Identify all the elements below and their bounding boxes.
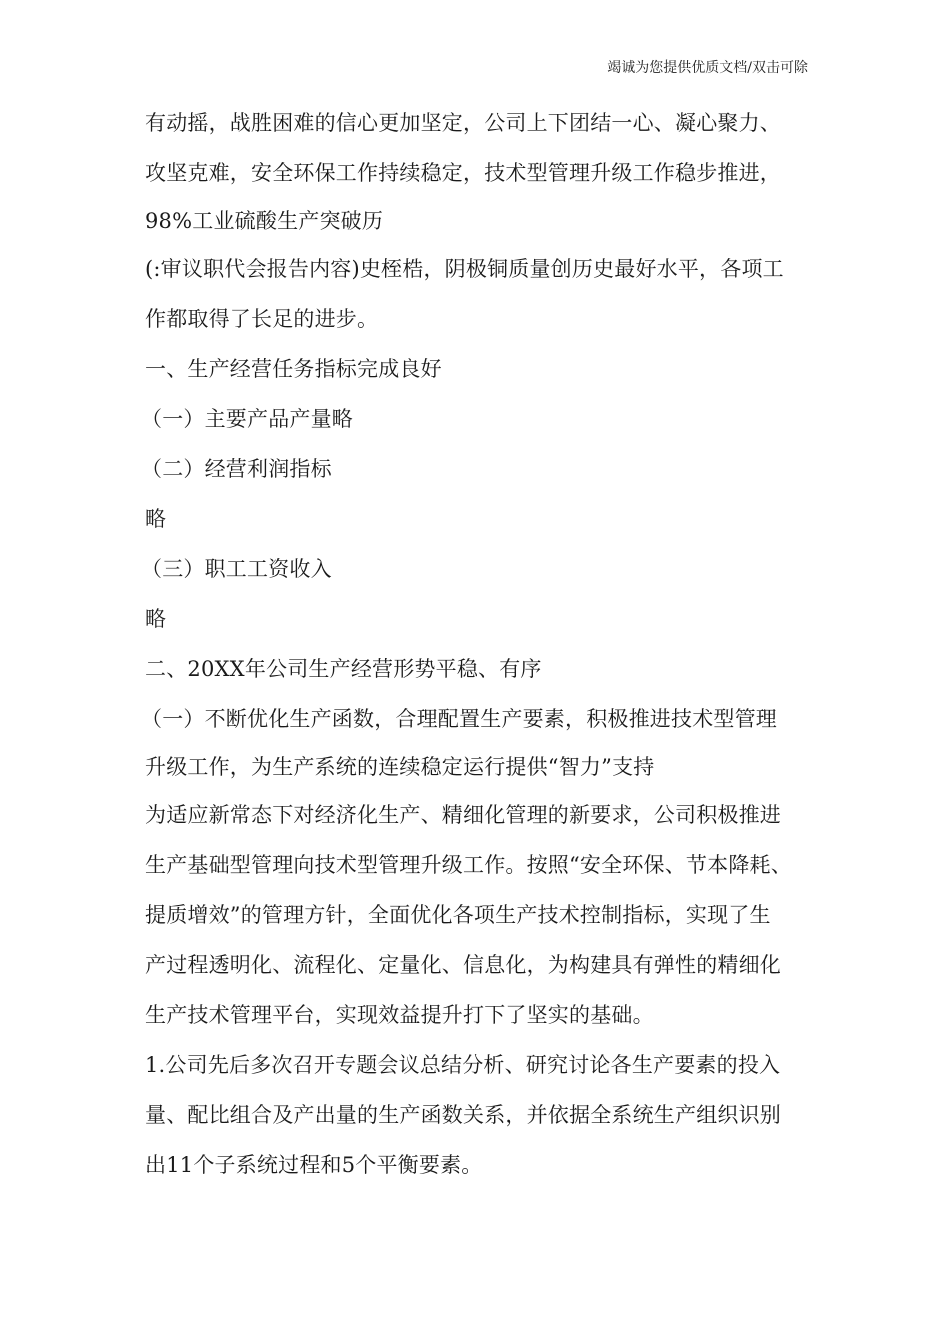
- text-line-3: 98%工业硫酸生产突破历: [145, 209, 384, 233]
- text-line-16: 生产基础型管理向技术型管理升级工作。按照“安全环保、节本降耗、: [145, 853, 792, 877]
- text-line-18: 产过程透明化、流程化、定量化、信息化，为构建具有弹性的精细化: [145, 953, 781, 977]
- text-line-22: 出11个子系统过程和5个平衡要素。: [145, 1153, 483, 1177]
- text-line-19: 生产技术管理平台，实现效益提升打下了坚实的基础。: [145, 1003, 654, 1027]
- text-line-4: (:审议职代会报告内容)史桎梏，阴极铜质量创历史最好水平，各项工: [145, 257, 784, 281]
- subsection-heading-2: （二）经营利润指标: [141, 457, 332, 481]
- text-line-14: 升级工作，为生产系统的连续稳定运行提供“智力”支持: [145, 755, 655, 779]
- document-body: [141, 98, 815, 1190]
- text-line-1: 有动摇，战胜困难的信心更加坚定，公司上下团结一心、凝心聚力、: [145, 111, 781, 135]
- header-note: 竭诚为您提供优质文档/双击可除: [607, 60, 808, 76]
- text-line-5: 作都取得了长足的进步。: [145, 307, 379, 331]
- text-line-21: 量、配比组合及产出量的生产函数关系，并依据全系统生产组织识别: [145, 1103, 781, 1127]
- text-line-20: 1.公司先后多次召开专题会议总结分析、研究讨论各生产要素的投入: [145, 1053, 781, 1077]
- text-line-omitted-2: 略: [145, 607, 167, 631]
- section-heading-1: 一、生产经营任务指标完成良好: [145, 357, 442, 381]
- section-heading-2: 二、20XX年公司生产经营形势平稳、有序: [145, 657, 542, 681]
- subsection-heading-1: （一）主要产品产量略: [141, 407, 353, 431]
- text-line-2: 攻坚克难，安全环保工作持续稳定，技术型管理升级工作稳步推进，: [145, 161, 781, 185]
- text-line-17: 提质增效”的管理方针，全面优化各项生产技术控制指标，实现了生: [145, 903, 771, 927]
- subsection-heading-4: （一）不断优化生产函数，合理配置生产要素，积极推进技术型管理: [141, 707, 777, 731]
- text-line-omitted-1: 略: [145, 507, 167, 531]
- subsection-heading-3: （三）职工工资收入: [141, 557, 332, 581]
- text-line-15: 为适应新常态下对经济化生产、精细化管理的新要求，公司积极推进: [145, 803, 781, 827]
